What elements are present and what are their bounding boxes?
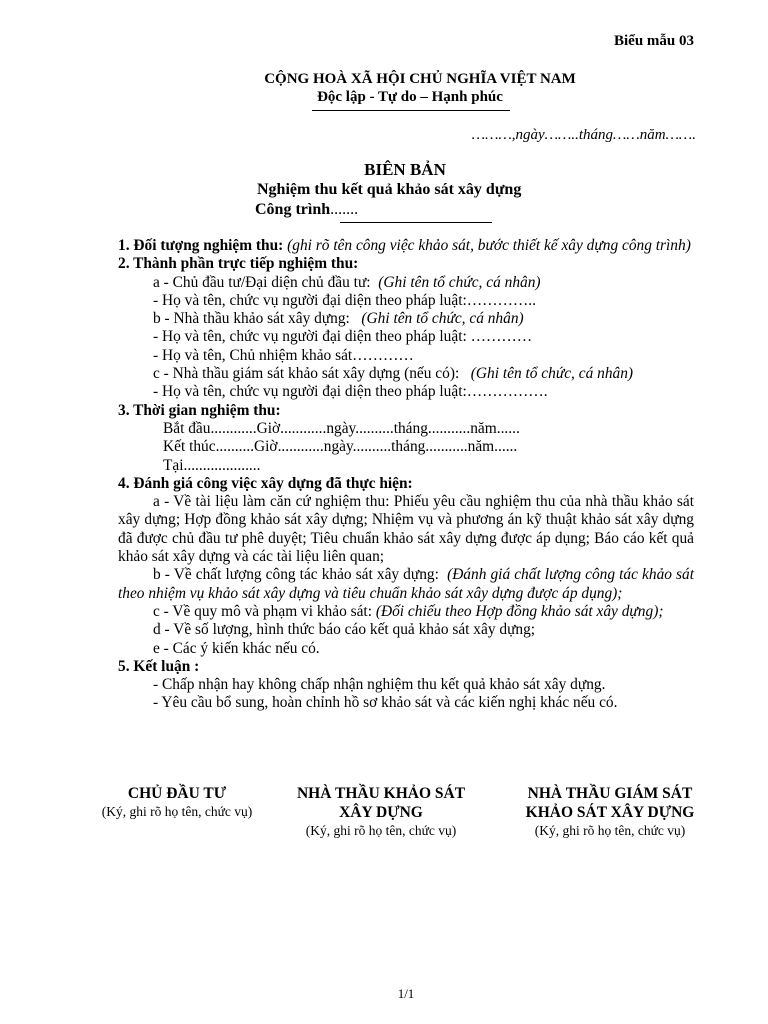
- section-2-a: [118, 274, 694, 292]
- section-2-b-lead: - Họ và tên, Chủ nhiệm khảo sát…………: [153, 346, 414, 364]
- section-2-c: [118, 365, 694, 383]
- motto-underline: [312, 110, 510, 111]
- section-5-item-2: - Yêu cầu bổ sung, hoàn chỉnh hồ sơ khảo sát và các kiến nghị khác nếu có.: [153, 694, 618, 712]
- signature-block-survey-contractor: [272, 784, 490, 839]
- section-4-d: d - Về số lượng, hình thức báo cáo kết quả khảo sát xây dựng;: [153, 621, 536, 639]
- section-2-b: [118, 310, 694, 328]
- document-body: [118, 237, 694, 713]
- section-2-c-rep: - Họ và tên, chức vụ người đại diện theo pháp luật:…………….: [153, 383, 548, 401]
- section-4-c-label: c - Về quy mô và phạm vi khảo sát:: [153, 602, 372, 620]
- section-5-item-1: - Chấp nhận hay không chấp nhận nghiệm thu kết quả khảo sát xây dựng.: [153, 676, 606, 694]
- signature-block-supervisor: [500, 784, 720, 839]
- document-subtitle: Nghiệm thu kết quả khảo sát xây dựng: [257, 181, 522, 198]
- signature-title-survey-contractor-2: XÂY DỰNG: [339, 804, 423, 821]
- section-4-c-note: (Đối chiếu theo Hợp đồng khảo sát xây dựng);: [375, 602, 664, 620]
- document-title: BIÊN BẢN: [364, 160, 446, 179]
- section-2-c-note: (Ghi tên tổ chức, cá nhân): [470, 365, 634, 383]
- project-line: [255, 201, 358, 219]
- signature-note-investor: (Ký, ghi rõ họ tên, chức vụ): [101, 804, 253, 819]
- project-value: .......: [330, 201, 359, 218]
- section-4-c: [118, 603, 694, 621]
- signature-block-investor: [78, 784, 276, 820]
- section-3-place: Tại....................: [163, 456, 261, 474]
- section-2-b-rep: - Họ và tên, chức vụ người đại diện theo pháp luật: …………: [153, 328, 533, 346]
- section-4-a: a - Về tài liệu làm căn cứ nghiệm thu: Phiếu yêu cầu nghiệm thu của nhà thầu khảo sát xây dựng; Hợp đồng khảo sát xây dựng; Nhiệm vụ và phương án kỹ thuật khảo sát xây dựng đã được chủ đầu tư phê duyệt; Tiêu chuẩn khảo sát xây dựng được áp dụng; Báo cáo kết quả khảo sát xây dựng và các tài liệu liên quan;: [118, 493, 694, 566]
- section-2-a-label: a - Chủ đầu tư/Đại diện chủ đầu tư:: [153, 273, 371, 291]
- section-2-c-label: c - Nhà thầu giám sát khảo sát xây dựng (nếu có):: [153, 365, 460, 383]
- section-4-heading: 4. Đánh giá công việc xây dựng đã thực hiện:: [118, 474, 413, 492]
- section-2-heading: 2. Thành phần trực tiếp nghiệm thu:: [118, 255, 359, 273]
- section-3-start: Bắt đầu............Giờ............ngày..........tháng...........năm......: [163, 419, 520, 437]
- section-2-a-rep: - Họ và tên, chức vụ người đại diện theo pháp luật:…………..: [153, 291, 536, 309]
- form-code: Biểu mẫu 03: [613, 33, 694, 49]
- section-2-b-note: (Ghi tên tổ chức, cá nhân): [361, 310, 524, 328]
- date-line: ………,ngày……..tháng……năm…….: [471, 127, 696, 143]
- project-label: Công trình: [255, 201, 331, 218]
- signature-note-supervisor: (Ký, ghi rõ họ tên, chức vụ): [534, 823, 686, 838]
- section-4-e: e - Các ý kiến khác nếu có.: [153, 639, 320, 657]
- signature-title-supervisor-2: KHẢO SÁT XÂY DỰNG: [525, 804, 695, 821]
- signature-title-survey-contractor-1: NHÀ THẦU KHẢO SÁT: [296, 785, 466, 802]
- motto: Độc lập - Tự do – Hạnh phúc: [317, 89, 503, 105]
- section-4-b: [118, 566, 694, 603]
- section-1: [118, 237, 694, 255]
- section-2-b-label: b - Nhà thầu khảo sát xây dựng:: [153, 310, 350, 328]
- section-2-a-note: (Ghi tên tổ chức, cá nhân): [378, 273, 541, 291]
- page-number: 1/1: [397, 986, 415, 1001]
- signature-note-survey-contractor: (Ký, ghi rõ họ tên, chức vụ): [305, 823, 457, 838]
- section-4-b-label: b - Về chất lượng công tác khảo sát xây dựng:: [153, 566, 439, 584]
- section-1-note: (ghi rõ tên công việc khảo sát, bước thiết kế xây dựng công trình): [287, 237, 691, 254]
- section-1-heading: 1. Đối tượng nghiệm thu:: [118, 237, 284, 254]
- section-4-b-note: (Đánh giá chất lượng công tác khảo sát theo nhiệm vụ khảo sát xây dựng và tiêu chuẩn khảo sát xây dựng được áp dụng);: [118, 566, 694, 602]
- section-3-end: Kết thúc..........Giờ............ngày..........tháng...........năm......: [163, 438, 518, 456]
- signature-title-supervisor-1: NHÀ THẦU GIÁM SÁT: [527, 785, 693, 802]
- signature-title-investor: CHỦ ĐẦU TƯ: [127, 785, 227, 802]
- title-underline: [340, 222, 492, 223]
- section-3-heading: 3. Thời gian nghiệm thu:: [118, 401, 281, 419]
- nation-heading: CỘNG HOÀ XÃ HỘI CHỦ NGHĨA VIỆT NAM: [264, 71, 576, 87]
- section-5-heading: 5. Kết luận :: [118, 657, 200, 675]
